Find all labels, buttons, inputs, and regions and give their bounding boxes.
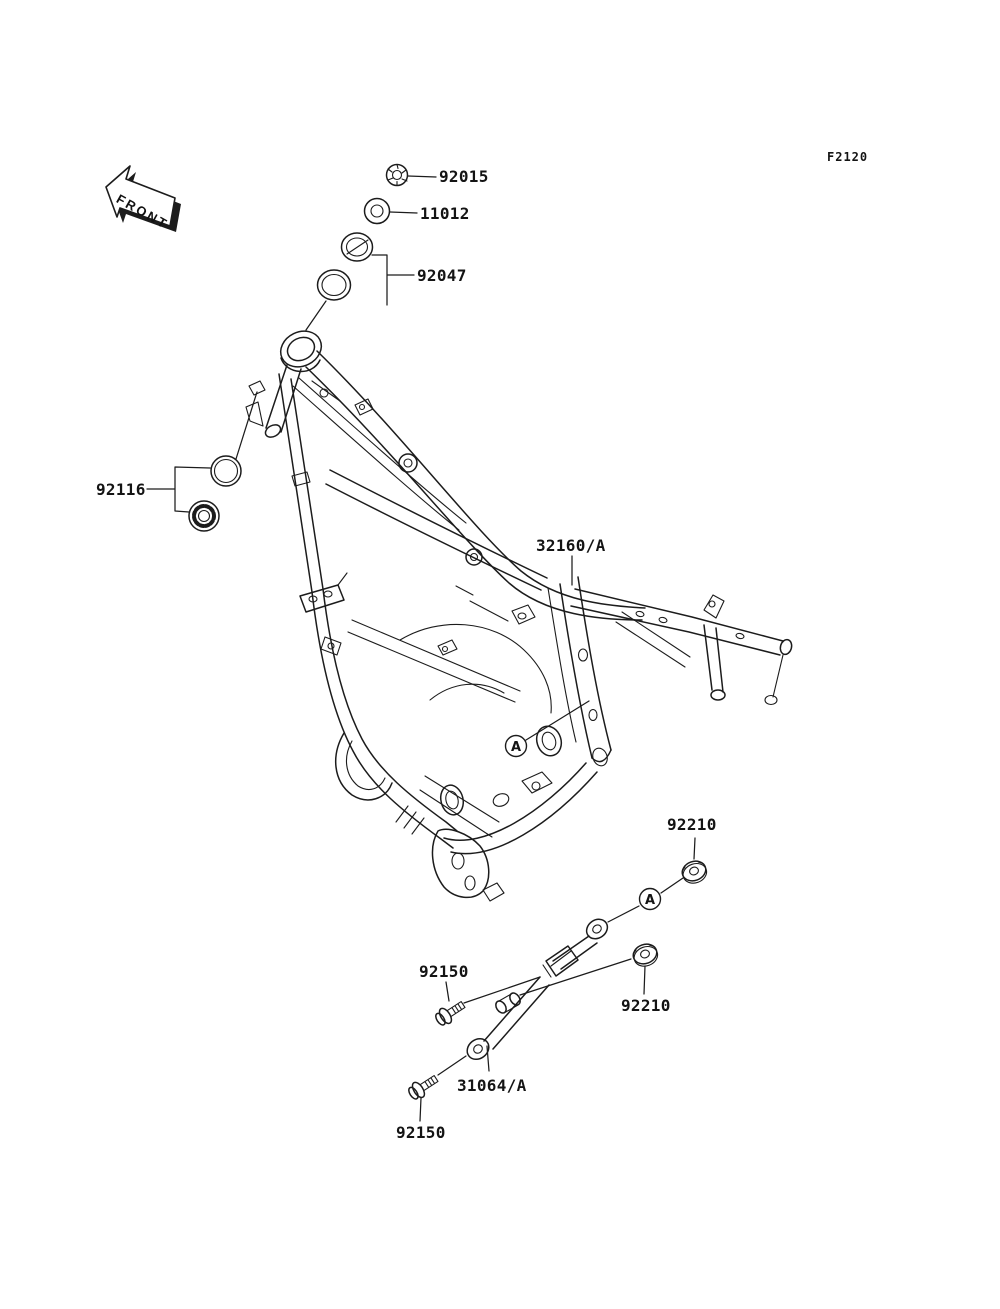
part-label-stem-nut: 92015 <box>439 167 489 186</box>
part-label-head-bearing: 92047 <box>417 266 467 285</box>
part-label-stem-washer: 11012 <box>420 204 470 223</box>
link-nut-upper-drawing <box>679 858 709 886</box>
link-bolt-lower-drawing <box>406 1071 441 1102</box>
link-bolt-upper-drawing <box>433 997 468 1028</box>
part-label-lower-bearing: 92116 <box>96 480 146 499</box>
detail-marker-frame-label: A <box>510 740 522 755</box>
part-label-frame: 32160/A <box>536 536 606 555</box>
front-arrow-label: FRONT <box>113 191 172 233</box>
part-labels <box>96 167 717 1142</box>
detail-marker-frame <box>506 736 527 757</box>
link-nut-lower-drawing <box>630 941 660 969</box>
detail-marker-link-label: A <box>644 893 656 908</box>
detail-marker-link <box>640 889 661 910</box>
part-label-torque-link: 31064/A <box>457 1076 527 1095</box>
stem-washer-drawing <box>365 199 390 224</box>
head-bearing-races-drawing <box>318 233 373 300</box>
part-label-link-nut-lower: 92210 <box>621 996 671 1015</box>
part-label-link-bolt-upper: 92150 <box>419 962 469 981</box>
stem-nut-drawing <box>387 165 408 186</box>
part-label-link-nut-upper: 92210 <box>667 815 717 834</box>
figure-code: F2120 <box>827 150 869 164</box>
front-direction-arrow <box>106 166 181 232</box>
part-label-link-bolt-lower: 92150 <box>396 1123 446 1142</box>
